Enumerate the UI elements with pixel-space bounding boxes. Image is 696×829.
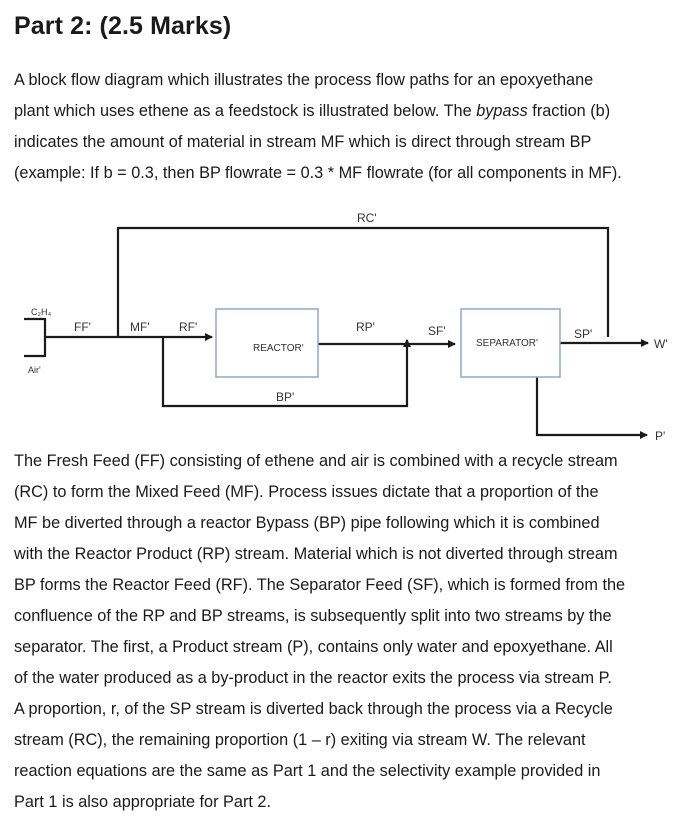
air-label: Air' bbox=[28, 365, 41, 375]
separator-label: SEPARATOR' bbox=[476, 338, 538, 349]
body-line: MF be diverted through a reactor Bypass (BP) pipe following which it is combined bbox=[14, 514, 600, 532]
body-line: with the Reactor Product (RP) stream. Material which is not diverted through stream bbox=[14, 545, 618, 563]
body-line: stream (RC), the remaining proportion (1 – r) exiting via stream W. The relevant bbox=[14, 731, 586, 749]
fresh-feed-label: FF' bbox=[74, 320, 91, 334]
intro-line-2 bbox=[14, 96, 622, 127]
separator-feed-label: SF' bbox=[428, 324, 446, 338]
product-label: P' bbox=[655, 429, 666, 443]
ethene-label: C₂H₄ bbox=[31, 307, 52, 317]
reactor-product-label: RP' bbox=[356, 320, 375, 334]
bypass-emphasis: bypass bbox=[476, 102, 528, 120]
reactor-label: REACTOR' bbox=[253, 343, 304, 354]
intro-line-1: A block flow diagram which illustrates the process flow paths for an epoxyethane bbox=[14, 71, 594, 89]
body-line: separator. The first, a Product stream (P), contains only water and epoxyethane. All bbox=[14, 638, 613, 656]
bypass-label: BP' bbox=[276, 390, 295, 404]
product-outlet-line bbox=[537, 377, 647, 435]
body-paragraph bbox=[14, 446, 625, 818]
recycle-label: RC' bbox=[357, 211, 377, 225]
waste-label: W' bbox=[654, 337, 668, 351]
body-line: A proportion, r, of the SP stream is diverted back through the process via a Recycle bbox=[14, 700, 613, 718]
body-line: (RC) to form the Mixed Feed (MF). Process issues dictate that a proportion of the bbox=[14, 483, 599, 501]
air-inlet-line bbox=[24, 337, 45, 356]
intro-line-2-start: plant which uses ethene as a feedstock is illustrated below. The bbox=[14, 102, 477, 120]
body-line: Part 1 is also appropriate for Part 2. bbox=[14, 793, 272, 811]
body-line: reaction equations are the same as Part 1 and the selectivity example provided in bbox=[14, 762, 601, 780]
reactor-feed-label: RF' bbox=[179, 320, 198, 334]
ethene-inlet-line bbox=[24, 319, 45, 337]
body-line: BP forms the Reactor Feed (RF). The Separator Feed (SF), which is formed from the bbox=[14, 576, 626, 594]
body-line: The Fresh Feed (FF) consisting of ethene and air is combined with a recycle stream bbox=[14, 452, 618, 470]
intro-line-3: indicates the amount of material in stream MF which is direct through stream BP bbox=[14, 133, 592, 151]
intro-line-4: (example: If b = 0.3, then BP flowrate = 0.3 * MF flowrate (for all components in MF). bbox=[14, 164, 622, 182]
intro-paragraph bbox=[14, 65, 622, 189]
intro-line-2-end: fraction (b) bbox=[527, 102, 611, 120]
page-title: Part 2: (2.5 Marks) bbox=[14, 12, 232, 40]
body-line: confluence of the RP and BP streams, is subsequently split into two streams by the bbox=[14, 607, 612, 625]
block-flow-diagram bbox=[0, 205, 696, 445]
body-line: of the water produced as a by-product in the reactor exits the process via stream P. bbox=[14, 669, 612, 687]
mixed-feed-label: MF' bbox=[130, 320, 150, 334]
separator-product-label: SP' bbox=[574, 327, 593, 341]
